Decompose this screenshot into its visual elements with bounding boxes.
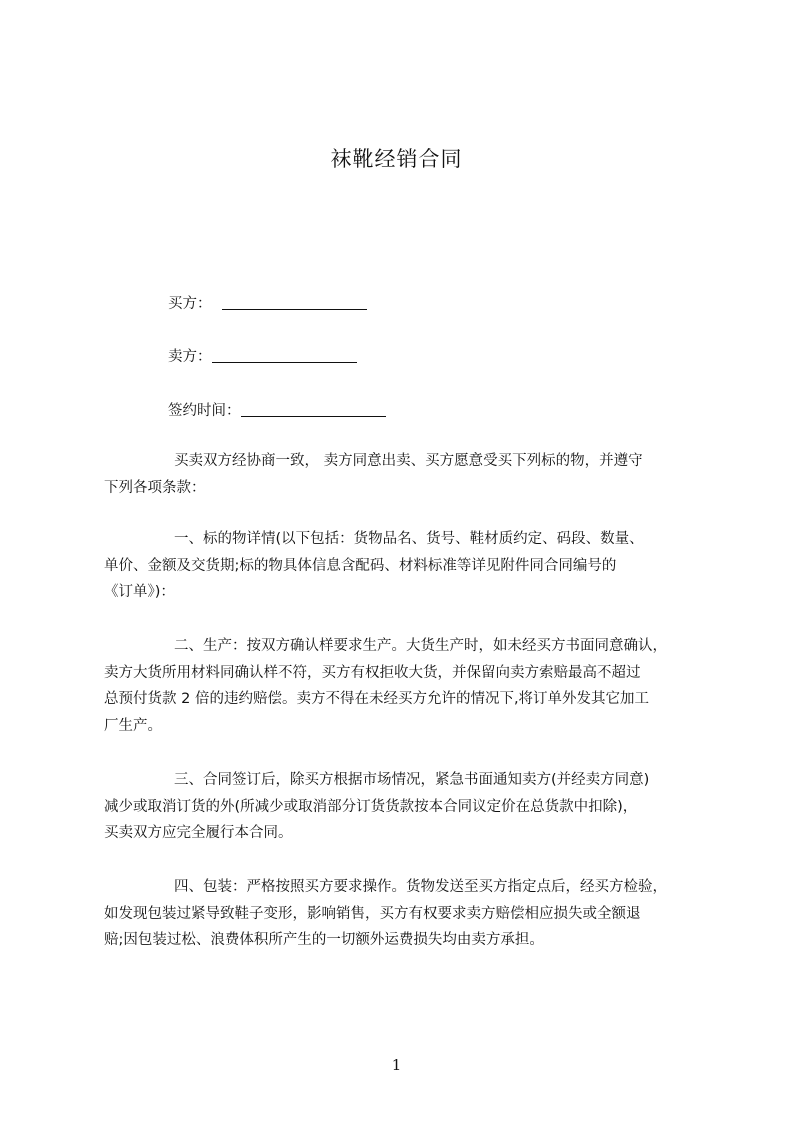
clause-packaging [104,874,698,954]
seller-label: 卖方： [168,349,212,365]
page-number: 1 [391,1056,402,1074]
buyer-field [168,292,367,313]
seller-field [168,345,357,366]
intro-paragraph [104,448,698,501]
clause-line: 减少或取消订货的外(所减少或取消部分订货货款按本合同议定价在总货款中扣除)， [104,798,638,815]
signing-date-blank-line [241,402,386,417]
clause-line: 如发现包装过紧导致鞋子变形，影响销售，买方有权要求卖方赔偿相应损失或全额退 [104,905,641,922]
signing-date-field [168,399,386,420]
signing-date-label: 签约时间： [168,403,241,419]
clause-line: 买卖双方应完全履行本合同。 [104,825,293,841]
clause-production [104,633,698,739]
clause-line: 总预付货款 2 倍的违约赔偿。卖方不得在未经买方允许的情况下,将订单外发其它加工 [104,691,650,707]
clause-line: 单价、金额及交货期;标的物具体信息含配码、材料标准等详见附件同合同编号的 [104,557,617,574]
clause-order-changes [104,767,698,847]
clause-line: 三、合同签订后，除买方根据市场情况，紧急书面通知卖方(并经卖方同意) [174,772,650,788]
clause-line: 《订单》)： [104,584,175,600]
buyer-blank-line [222,295,367,310]
clause-line: 卖方大货所用材料同确认样不符，买方有权拒收大货，并保留向卖方索赔最高不超过 [104,664,641,681]
clause-line: 一、标的物详情(以下包括：货物品名、货号、鞋材质约定、码段、数量、 [174,531,644,547]
seller-blank-line [212,348,357,363]
intro-line: 买卖双方经协商一致， 卖方同意出卖、买方愿意受买下列标的物，并遵守 [174,453,643,469]
clause-line: 二、生产：按双方确认样要求生产。大货生产时，如未经买方书面同意确认， [174,638,667,654]
clause-subject-matter [104,526,698,606]
document-title: 袜靴经销合同 [330,147,463,171]
clause-line: 赔;因包装过松、浪费体积所产生的一切额外运费损失均由卖方承担。 [104,932,544,948]
clause-line: 四、包装：严格按照买方要求操作。货物发送至买方指定点后，经买方检验， [174,879,667,895]
buyer-label: 买方： [168,296,212,312]
intro-line: 下列各项条款： [104,479,206,496]
clause-line: 厂生产。 [104,717,162,734]
